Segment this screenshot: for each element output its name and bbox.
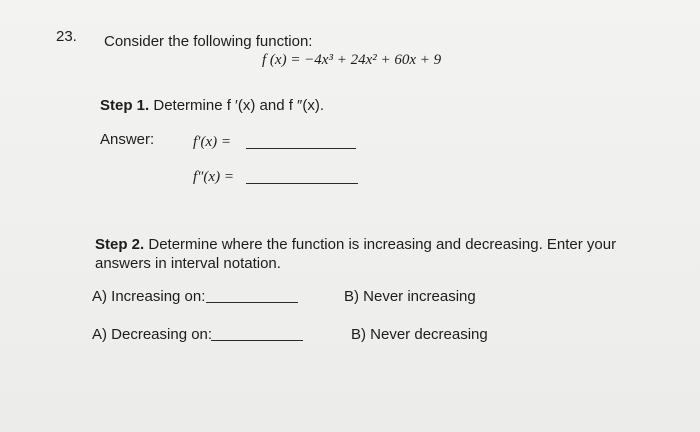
step2-text: Determine where the function is increasing and decreasing. Enter your answers in interval notation. bbox=[95, 236, 617, 272]
second-derivative-label: f″(x) = bbox=[193, 169, 234, 185]
step1-instruction bbox=[100, 97, 324, 115]
step2-instruction bbox=[95, 235, 655, 273]
increasing-on-label: A) Increasing on: bbox=[92, 288, 206, 305]
never-increasing-option[interactable]: B) Never increasing bbox=[344, 288, 476, 305]
first-derivative-label: f′(x) = bbox=[193, 134, 231, 150]
second-derivative-blank[interactable] bbox=[246, 183, 358, 184]
never-decreasing-option[interactable]: B) Never decreasing bbox=[351, 326, 488, 343]
answer-label: Answer: bbox=[100, 131, 155, 148]
step2-label: Step 2. bbox=[95, 236, 145, 253]
step1-text: Determine f ′(x) and f ″(x). bbox=[153, 97, 325, 114]
question-prompt: Consider the following function: bbox=[104, 33, 313, 50]
step1-label: Step 1. bbox=[100, 97, 150, 114]
decreasing-interval-blank[interactable] bbox=[211, 340, 303, 341]
increasing-interval-blank[interactable] bbox=[206, 302, 298, 303]
decreasing-on-label: A) Decreasing on: bbox=[92, 326, 213, 343]
first-derivative-blank[interactable] bbox=[246, 148, 356, 149]
function-expression: f (x) = −4x³ + 24x² + 60x + 9 bbox=[262, 52, 442, 68]
question-number: 23. bbox=[56, 28, 77, 45]
